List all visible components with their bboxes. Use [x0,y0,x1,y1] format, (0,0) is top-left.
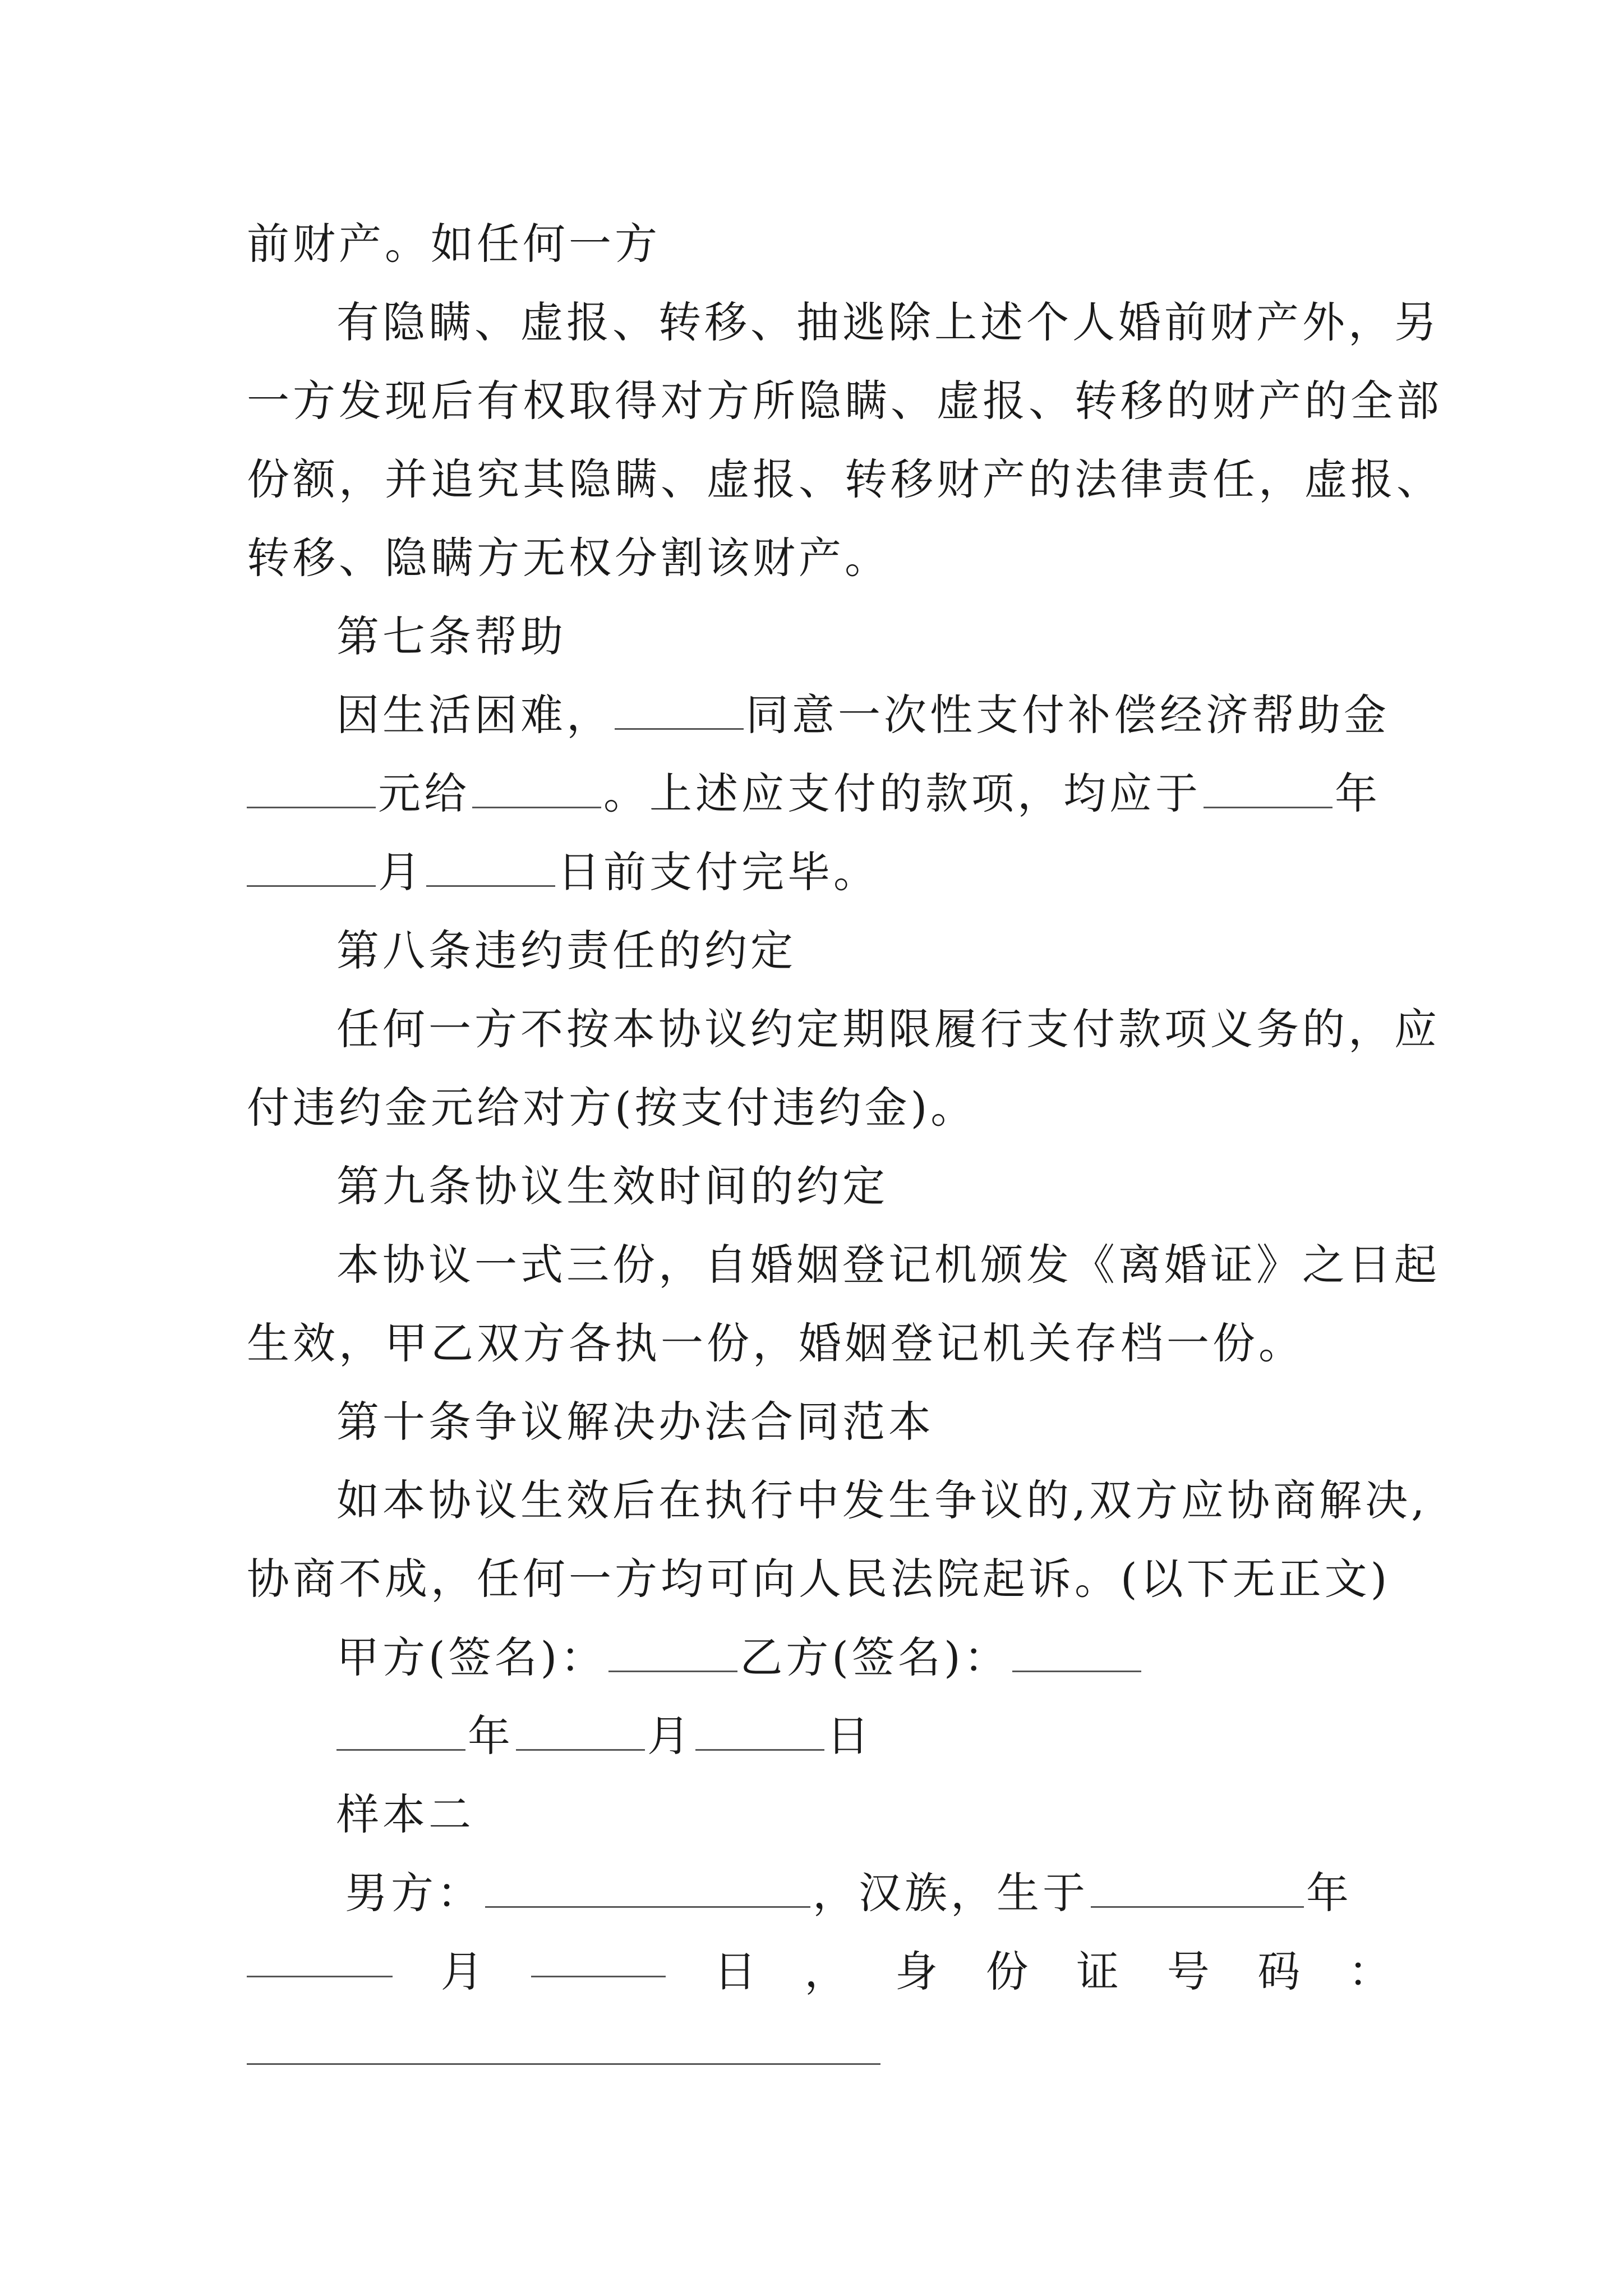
article-7-text: 同意一次性支付补偿经济帮助金 [746,690,1390,740]
article-7-line-3 [247,841,1391,903]
article-7-text: 日前支付完毕。 [557,847,879,897]
month-label: 月 [647,1711,693,1761]
male-info-line [345,1862,1391,1924]
day-field[interactable] [695,1714,824,1751]
article-7-text: 元给 [378,769,470,818]
text-line-3: 一方发现后有权取得对方所隐瞒、虚报、转移的财产的全部 [247,376,1442,426]
id-number-line [247,2019,1391,2081]
male-name-field[interactable] [485,1871,810,1908]
party-b-signature-field[interactable] [1012,1636,1141,1672]
blank-field[interactable] [1204,772,1332,808]
text-line-4: 份额，并追究其隐瞒、虚报、转移财产的法律责任，虚报、 [247,454,1442,504]
article-10-line-1: 如本协议生效后在执行中发生争议的,双方应协商解决, [336,1475,1428,1525]
blank-field[interactable] [426,850,555,887]
text-line-2: 有隐瞒、虚报、转移、抽逃除上述个人婚前财产外，另 [336,297,1440,347]
blank-field[interactable] [615,693,744,730]
id-char: 证 [1076,1947,1119,1996]
blank-field[interactable] [247,772,376,808]
article-7-line-1 [336,684,1391,746]
article-7-line-2 [247,763,1391,825]
text-line-1: 前财产。如任何一方 [247,219,661,269]
article-10-line-2: 协商不成，任何一方均可向人民法院起诉。(以下无正文) [247,1554,1391,1604]
party-a-signature-field[interactable] [608,1636,737,1672]
year-label: 年 [468,1711,514,1761]
day-label: 日 [827,1711,873,1761]
year-label: 年 [1306,1868,1352,1918]
id-char: ： [1348,1947,1391,1996]
id-char: 码 [1257,1947,1301,1996]
article-8-line-1: 任何一方不按本协议约定期限履行支付款项义务的，应 [336,1004,1440,1054]
day-label: 日 [713,1947,757,1996]
party-a-label: 甲方(签名)： [336,1632,607,1682]
article-8-title: 第八条违约责任的约定 [336,926,796,976]
id-number-field[interactable] [247,2028,880,2065]
birth-year-field[interactable] [1091,1871,1304,1908]
article-8-line-2: 付违约金元给对方(按支付违约金)。 [247,1083,977,1133]
sample-2-title: 样本二 [336,1789,474,1839]
year-field[interactable] [336,1714,465,1751]
id-char: 身 [895,1947,938,1996]
article-9-line-2: 生效，甲乙双方各执一份，婚姻登记机关存档一份。 [247,1318,1304,1368]
signature-date-line [336,1705,1391,1767]
article-7-title: 第七条帮助 [336,611,566,661]
blank-field[interactable] [472,772,601,808]
male-label: 男方： [345,1868,483,1918]
text-line-5: 转移、隐瞒方无权分割该财产。 [247,533,891,583]
birth-day-field[interactable] [531,1941,666,1977]
article-7-text: 因生活困难， [336,690,612,740]
article-9-line-1: 本协议一式三份，自婚姻登记机颁发《离婚证》之日起 [336,1240,1440,1290]
ethnicity-text: ，汉族，生于 [813,1868,1089,1918]
article-7-text: 。上述应支付的款项，均应于 [603,769,1201,818]
party-b-label: 乙方(签名)： [740,1632,1010,1682]
blank-field[interactable] [247,850,376,887]
article-7-text: 月 [378,847,424,897]
article-7-text: 年 [1335,769,1381,818]
id-char: ， [804,1947,847,1996]
id-char: 份 [985,1947,1029,1996]
signature-line [336,1627,1391,1688]
id-char: 号 [1166,1947,1210,1996]
month-field[interactable] [516,1714,645,1751]
month-label: 月 [440,1947,483,1996]
article-9-title: 第九条协议生效时间的约定 [336,1161,888,1211]
birth-id-line [247,1941,1391,2003]
birth-month-field[interactable] [247,1941,393,1977]
article-10-title: 第十条争议解决办法合同范本 [336,1397,934,1447]
